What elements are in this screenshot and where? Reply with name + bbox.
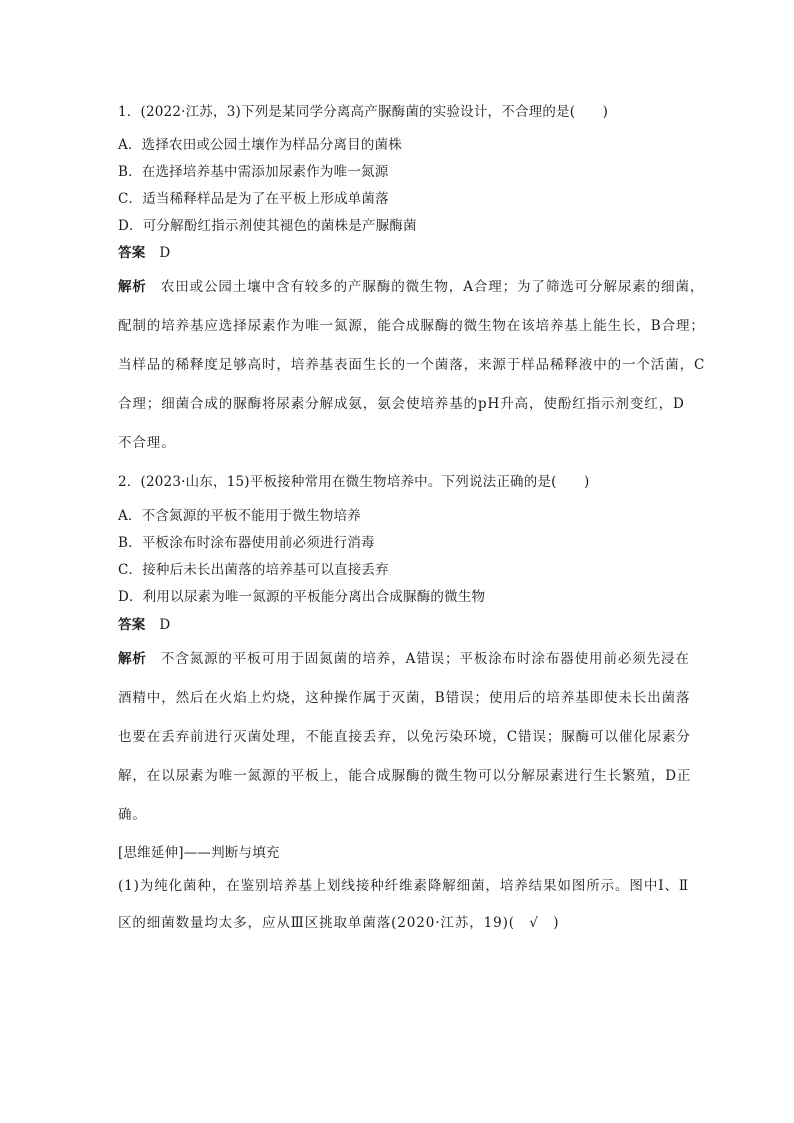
question-2-analysis-line-1	[118, 650, 690, 668]
question-2-analysis-line-2: 酒精中，然后在火焰上灼烧，这种操作属于灭菌，B错误；使用后的培养基即使未长出菌落	[118, 690, 691, 706]
extension-line-2: 区的细菌数量均太多，应从Ⅲ区挑取单菌落(2020·江苏，19)( √ )	[118, 915, 560, 931]
answer-value: D	[159, 245, 171, 261]
analysis-label: 解析	[118, 651, 147, 667]
extension-heading: [思维延伸]——判断与填充	[118, 845, 280, 861]
question-2-option-b: B．平板涂布时涂布器使用前必须进行消毒	[118, 535, 375, 551]
question-1-stem: 1．(2022·江苏，3)下列是某同学分离高产脲酶菌的实验设计，不合理的是( )	[118, 104, 609, 120]
question-2-stem: 2．(2023·山东，15)平板接种常用在微生物培养中。下列说法正确的是( )	[118, 474, 590, 490]
question-1-analysis-line-5: 不合理。	[118, 435, 176, 451]
question-1-option-a: A．选择农田或公园土壤作为样品分离目的菌株	[118, 137, 402, 153]
question-1-analysis-line-3: 当样品的稀释度足够高时，培养基表面生长的一个菌落，来源于样品稀释液中的一个活菌，C	[118, 357, 706, 373]
answer-value: D	[159, 617, 171, 633]
answer-label: 答案	[118, 245, 146, 261]
question-1-option-b: B．在选择培养基中需添加尿素作为唯一氮源	[118, 164, 389, 180]
analysis-text: 农田或公园土壤中含有较多的产脲酶的微生物，A合理；为了筛选可分解尿素的细菌，	[160, 279, 705, 295]
question-2-analysis-line-4: 解，在以尿素为唯一氮源的平板上，能合成脲酶的微生物可以分解尿素进行生长繁殖，D正	[118, 768, 692, 784]
answer-label: 答案	[118, 617, 146, 633]
question-1-analysis-line-1	[118, 278, 704, 296]
question-2-analysis-line-3: 也要在丢弃前进行灭菌处理，不能直接丢弃，以免污染环境，C错误；脲酶可以催化尿素分	[118, 729, 691, 745]
question-2-option-c: C．接种后未长出菌落的培养基可以直接丢弃	[118, 562, 389, 578]
question-1-analysis-line-4: 合理；细菌合成的脲酶将尿素分解成氨，氨会使培养基的pH升高，使酚红指示剂变红，D	[118, 396, 685, 412]
analysis-text: 不含氮源的平板可用于固氮菌的培养，A错误；平板涂布时涂布器使用前必须先浸在	[160, 651, 690, 667]
question-1-answer-row	[118, 244, 170, 262]
question-2-answer-row	[118, 616, 170, 634]
question-1-analysis-line-2: 配制的培养基应选择尿素作为唯一氮源，能合成脲酶的微生物在该培养基上能生长，B合理；	[118, 318, 705, 334]
question-1-option-c: C．适当稀释样品是为了在平板上形成单菌落	[118, 191, 389, 207]
question-2-option-d: D．利用以尿素为唯一氮源的平板能分离出合成脲酶的微生物	[118, 589, 486, 605]
question-1-option-d: D．可分解酚红指示剂使其褪色的菌株是产脲酶菌	[118, 218, 417, 234]
extension-line-1: (1)为纯化菌种，在鉴别培养基上划线接种纤维素降解细菌，培养结果如图所示。图中Ⅰ、Ⅱ	[118, 878, 689, 894]
question-2-option-a: A．不含氮源的平板不能用于微生物培养	[118, 508, 361, 524]
question-2-analysis-line-5: 确。	[118, 807, 147, 823]
analysis-label: 解析	[118, 279, 147, 295]
